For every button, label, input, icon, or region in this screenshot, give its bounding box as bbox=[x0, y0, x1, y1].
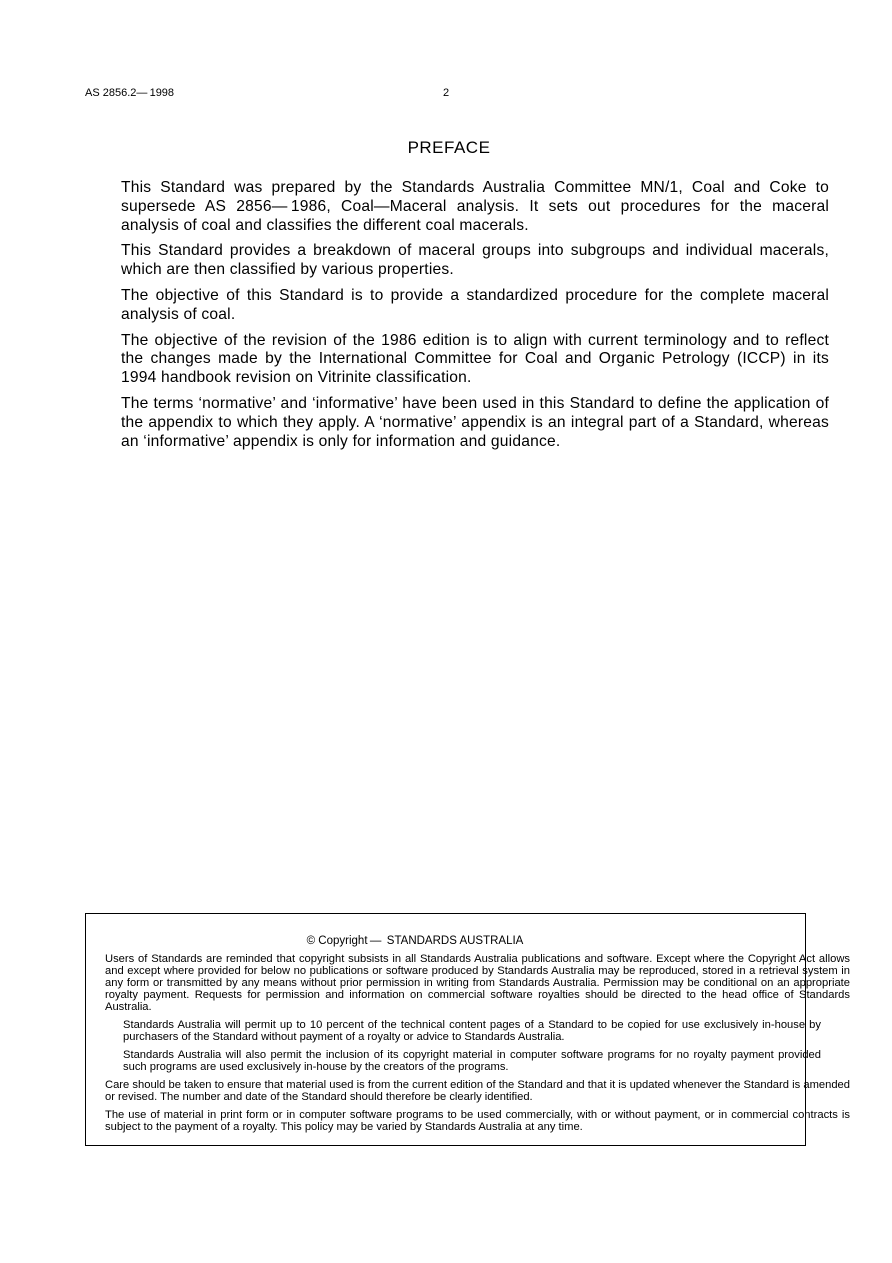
copyright-royalty-note: The use of material in print form or in computer software programs to be used commercially, with or without payment, or in commercial contracts is subject to the payment of a royalty. This policy may be varied by Standards Australia at any time. bbox=[105, 1109, 850, 1133]
document-number: AS 2856.2— 1998 bbox=[85, 87, 175, 99]
preface-paragraph: The terms ‘normative’ and ‘informative’ have been used in this Standard to define the application of the appendix to which they apply. A ‘normative’ appendix is an integral part of a Standard, whereas an ‘informative’ appendix is only for information and guidance. bbox=[121, 394, 829, 450]
copyright-intro: Users of Standards are reminded that copyright subsists in all Standards Australia publications and software. Except where the Copyright Act allows and except where provided for below no publications or software produced by Standards Australia may be reproduced, stored in a retrieval system in any form or transmitted by any means without prior permission in writing from Standards Australia. Permission may be conditional on an appropriate royalty payment. Requests for permission and information on commercial software royalties should be directed to the head office of Standards Australia. bbox=[105, 953, 850, 1013]
preface-body bbox=[121, 179, 829, 458]
preface-paragraph: This Standard was prepared by the Standards Australia Committee MN/1, Coal and Coke to supersede AS 2856— 1986, Coal—Maceral analysis. It sets out procedures for the maceral analysis of coal and classifies the different coal macerals. bbox=[121, 179, 829, 234]
copyright-permission-software: Standards Australia will also permit the inclusion of its copyright material in computer software programs for no royalty payment provided such programs are used exclusively in-house by the creators of the programs. bbox=[123, 1049, 821, 1073]
copyright-title: © Copyright — STANDARDS AUSTRALIA bbox=[306, 935, 524, 947]
copyright-care-note: Care should be taken to ensure that material used is from the current edition of the Standard and that it is updated whenever the Standard is amended or revised. The number and date of the Standard should therefore be clearly identified. bbox=[105, 1079, 850, 1103]
copyright-notice-content bbox=[105, 935, 850, 1139]
preface-paragraph: This Standard provides a breakdown of maceral groups into subgroups and individual macerals, which are then classified by various properties. bbox=[121, 242, 829, 279]
preface-paragraph: The objective of this Standard is to provide a standardized procedure for the complete maceral analysis of coal. bbox=[121, 286, 829, 323]
preface-paragraph: The objective of the revision of the 1986 edition is to align with current terminology and to reflect the changes made by the International Committee for Coal and Organic Petrology (ICCP) in its 1994 handbook revision on Vitrinite classification. bbox=[121, 331, 829, 387]
copyright-notice-box bbox=[85, 913, 850, 1146]
page-number: 2 bbox=[443, 87, 450, 99]
preface-title: PREFACE bbox=[407, 138, 491, 157]
copyright-permission-copying: Standards Australia will permit up to 10 percent of the technical content pages of a Standard to be copied for use exclusively in-house by purchasers of the Standard without payment of a royalty or advice to Standards Australia. bbox=[123, 1019, 821, 1043]
